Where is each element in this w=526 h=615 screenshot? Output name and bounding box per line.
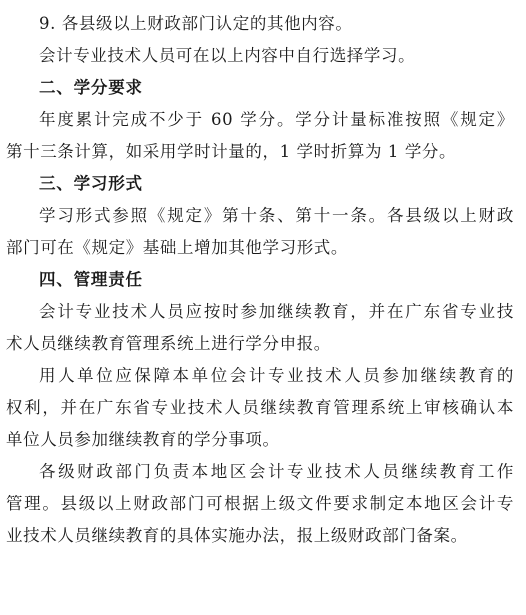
paragraph-management-2-line-2: 权利，并在广东省专业技术人员继续教育管理系统上审核确认本 bbox=[6, 398, 514, 417]
heading-management-responsibility: 四、管理责任 bbox=[39, 270, 143, 289]
paragraph-forms-line-1: 学习形式参照《规定》第十条、第十一条。各县级以上财政 bbox=[39, 206, 514, 225]
paragraph-credits-line-2: 第十三条计算，如采用学时计量的，1 学时折算为 1 学分。 bbox=[6, 142, 457, 161]
paragraph-management-2-line-1: 用人单位应保障本单位会计专业技术人员参加继续教育的 bbox=[39, 366, 514, 385]
paragraph-management-2-line-3: 单位人员参加继续教育的学分事项。 bbox=[6, 430, 280, 449]
paragraph-management-3-line-1: 各级财政部门负责本地区会计专业技术人员继续教育工作 bbox=[39, 462, 514, 481]
paragraph-forms-line-2: 部门可在《规定》基础上增加其他学习形式。 bbox=[6, 238, 348, 257]
paragraph-credits-line-1: 年度累计完成不少于 60 学分。学分计量标准按照《规定》 bbox=[39, 110, 514, 129]
paragraph-self-selection: 会计专业技术人员可在以上内容中自行选择学习。 bbox=[39, 46, 416, 65]
heading-credit-requirements: 二、学分要求 bbox=[39, 78, 143, 97]
paragraph-management-3-line-3: 业技术人员继续教育的具体实施办法，报上级财政部门备案。 bbox=[6, 526, 468, 545]
heading-learning-forms: 三、学习形式 bbox=[39, 174, 143, 193]
paragraph-item-9: 9. 各县级以上财政部门认定的其他内容。 bbox=[39, 14, 353, 33]
paragraph-management-3-line-2: 管理。县级以上财政部门可根据上级文件要求制定本地区会计专 bbox=[6, 494, 514, 513]
paragraph-management-1-line-1: 会计专业技术人员应按时参加继续教育，并在广东省专业技 bbox=[39, 302, 514, 321]
paragraph-management-1-line-2: 术人员继续教育管理系统上进行学分申报。 bbox=[6, 334, 331, 353]
